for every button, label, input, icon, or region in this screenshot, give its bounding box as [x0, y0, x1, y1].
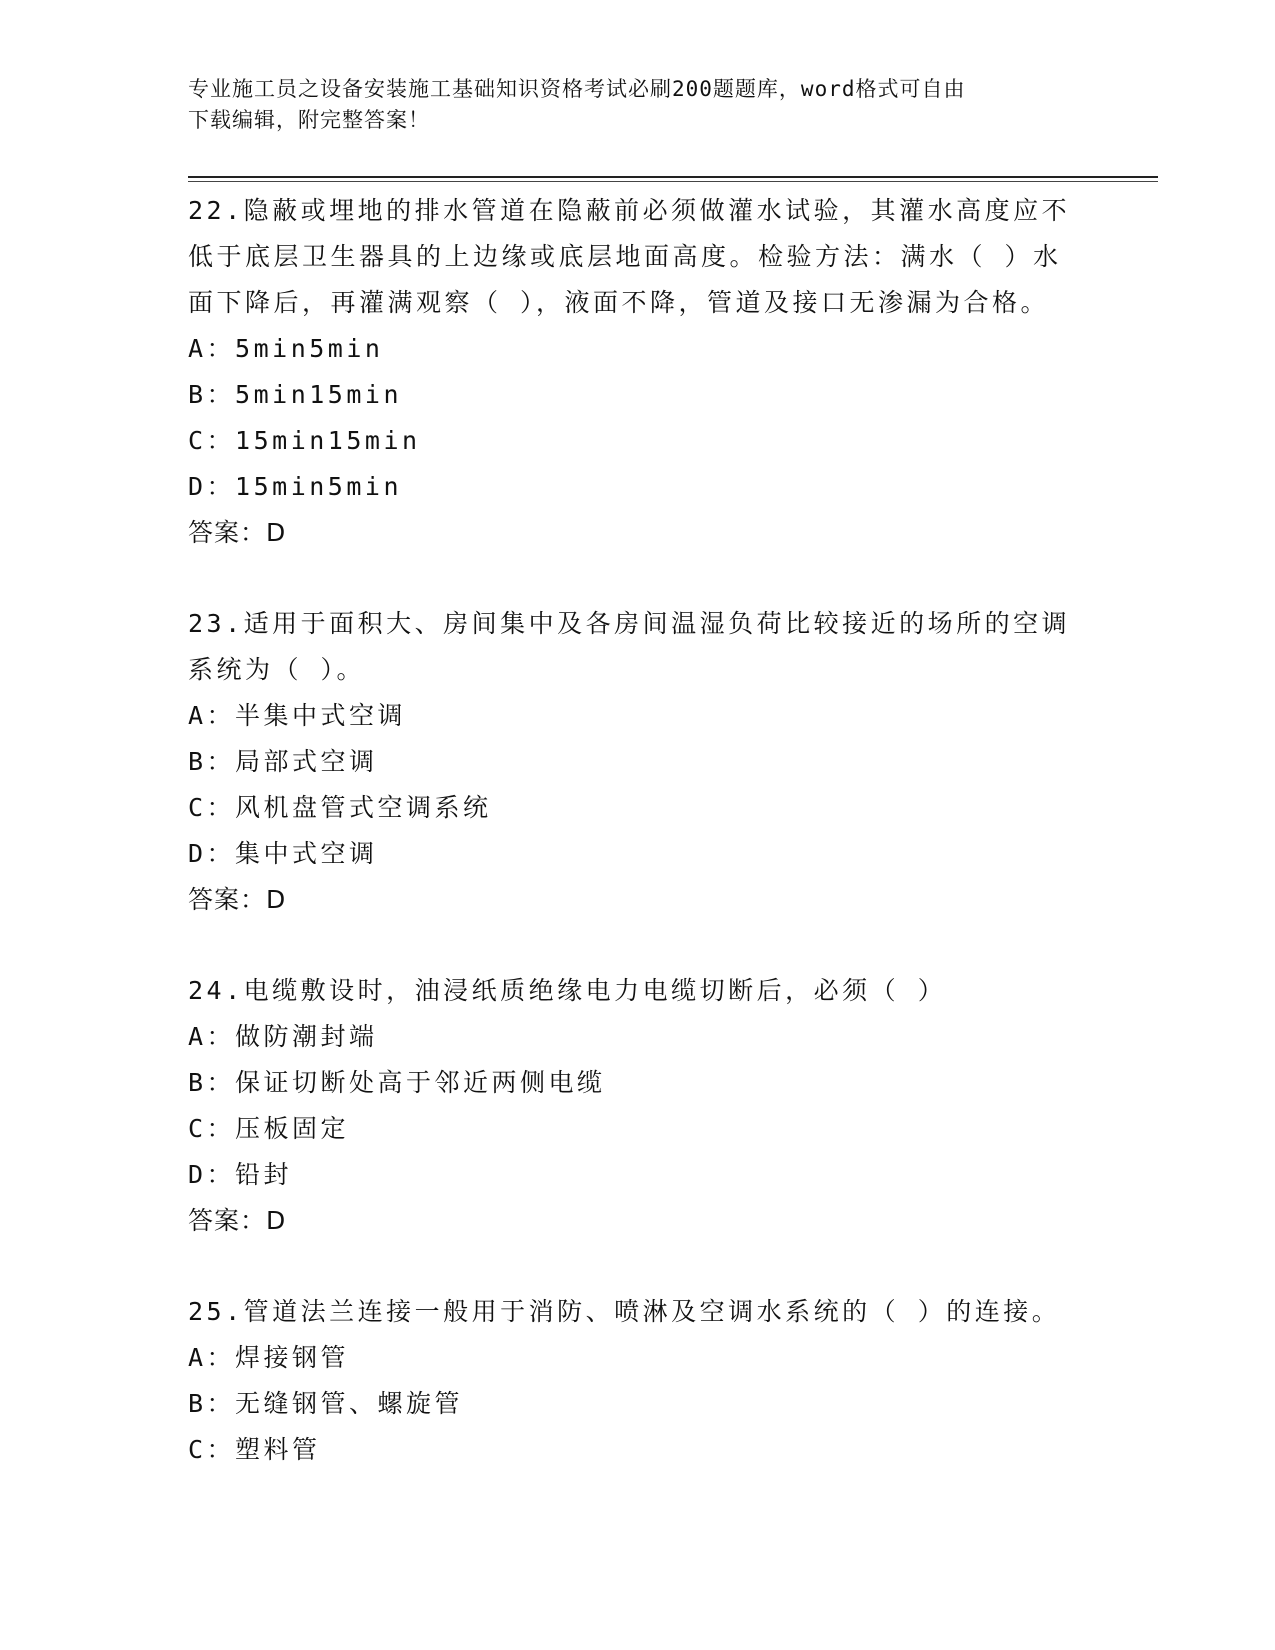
question-text-line: 面下降后，再灌满观察（ ），液面不降，管道及接口无渗漏为合格。	[188, 288, 1050, 317]
header-line-2: 下载编辑，附完整答案！	[188, 108, 430, 132]
option-c: C：风机盘管式空调系统	[188, 793, 492, 822]
option-c: C：压板固定	[188, 1114, 350, 1143]
question-text-line: 低于底层卫生器具的上边缘或底层地面高度。检验方法：满水（ ）水	[188, 242, 1062, 271]
option-b: B：5min15min	[188, 380, 403, 409]
option-a: A：做防潮封端	[188, 1022, 378, 1051]
question-22	[188, 188, 1088, 556]
document-header	[188, 74, 1088, 136]
option-d: D：集中式空调	[188, 839, 378, 868]
answer-label: 答案：D	[188, 1206, 287, 1235]
option-d: D：铅封	[188, 1160, 293, 1189]
option-a: A：5min5min	[188, 334, 384, 363]
answer-label: 答案：D	[188, 885, 287, 914]
option-c: C：15min15min	[188, 426, 421, 455]
header-line-1: 专业施工员之设备安装施工基础知识资格考试必刷200题题库，word格式可自由	[188, 77, 966, 101]
option-a: A：半集中式空调	[188, 701, 407, 730]
question-text	[188, 1289, 1088, 1335]
question-24	[188, 968, 1088, 1244]
question-text-line: 25.管道法兰连接一般用于消防、喷淋及空调水系统的（ ）的连接。	[188, 1297, 1061, 1326]
option-d: D：15min5min	[188, 472, 403, 501]
question-text	[188, 188, 1088, 326]
question-text	[188, 968, 1088, 1014]
question-list	[188, 188, 1088, 1518]
question-text-line: 24.电缆敷设时，油浸纸质绝缘电力电缆切断后，必须（ ）	[188, 976, 947, 1005]
option-a: A：焊接钢管	[188, 1343, 350, 1372]
question-23	[188, 601, 1088, 923]
option-b: B：保证切断处高于邻近两侧电缆	[188, 1068, 606, 1097]
header-divider-thick	[188, 176, 1158, 178]
option-b: B：局部式空调	[188, 747, 378, 776]
question-text-line: 系统为（ ）。	[188, 655, 366, 684]
option-c: C：塑料管	[188, 1435, 321, 1464]
question-text-line: 23.适用于面积大、房间集中及各房间温湿负荷比较接近的场所的空调	[188, 609, 1071, 638]
answer-label: 答案：D	[188, 518, 287, 547]
question-25	[188, 1289, 1088, 1473]
header-divider-thin	[188, 181, 1158, 182]
option-b: B：无缝钢管、螺旋管	[188, 1389, 464, 1418]
question-text	[188, 601, 1088, 693]
question-text-line: 22.隐蔽或埋地的排水管道在隐蔽前必须做灌水试验，其灌水高度应不	[188, 196, 1071, 225]
